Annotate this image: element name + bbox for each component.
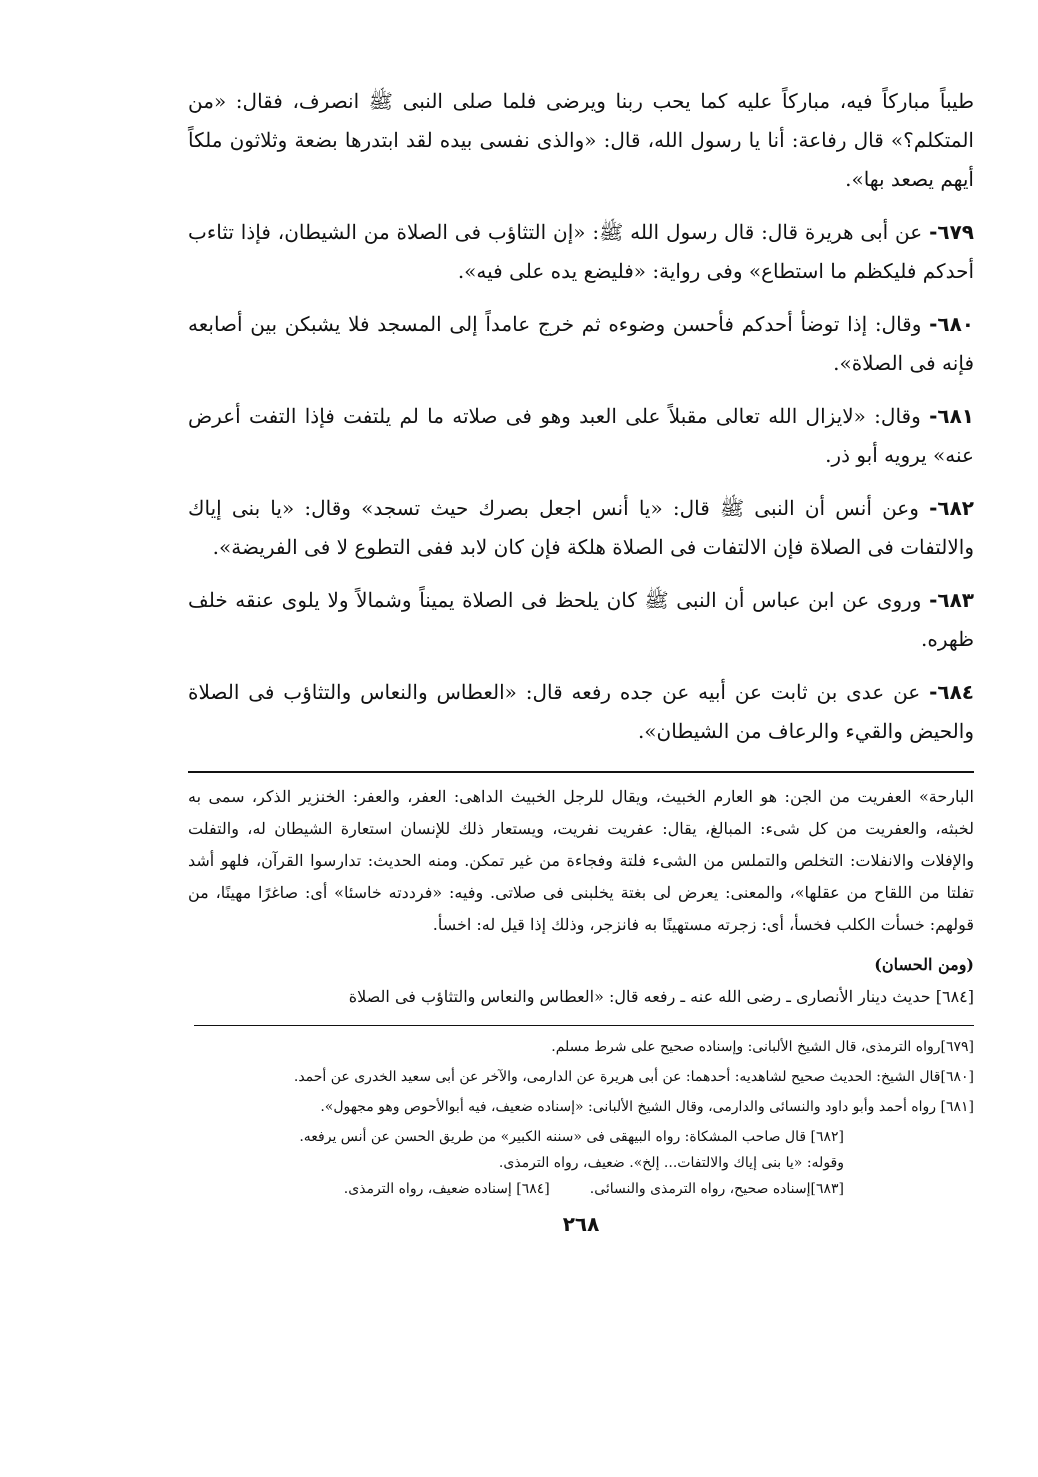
hadith-text: وروى عن ابن عباس أن النبى ﷺ كان يلحظ فى الصلاة يميناً وشمالاً ولا يلوى عنقه خلف ظهره. <box>188 588 974 651</box>
footnote-682: [٦٨٢] قال صاحب المشكاة: رواه البيهقى فى «سننه الكبير» من طريق الحسن عن أنس يرفعه. <box>299 1129 844 1145</box>
footnote-683-684-row <box>188 1176 974 1202</box>
footnote-683: [٦٨٣]إسناده صحيح، رواه الترمذى والنسائى. <box>589 1181 844 1197</box>
hadith-684 <box>188 673 974 751</box>
hadith-682 <box>188 489 974 567</box>
hadith-number: ٦٨١- <box>929 404 975 428</box>
hadith-679 <box>188 213 974 291</box>
hadith-number: ٦٧٩- <box>929 220 975 244</box>
hadith-text: وقال: «لايزال الله تعالى مقبلاً على العبد وهو فى صلاته ما لم يلتفت فإذا التفت أعرض عنه» يرويه أبو ذر. <box>188 404 974 467</box>
hadith-text: وعن أنس أن النبى ﷺ قال: «يا أنس اجعل بصرك حيث تسجد» وقال: «يا بنى إياك والالتفات فى الصلاة فإن الالتفات فى الصلاة هلكة فإن كان لابد ففى التطوع لا فى الفريضة». <box>188 496 974 559</box>
hadith-number: ٦٨٤- <box>929 680 975 704</box>
intro-paragraph: طيباً مباركاً فيه، مباركاً عليه كما يحب ربنا ويرضى فلما صلى النبى ﷺ انصرف، فقال: «من المتكلم؟» قال رفاعة: أنا يا رسول الله، قال: «والذى نفسى بيده لقد ابتدرها بضعة وثلاثون ملكاً أيهم يصعد بها». <box>188 89 974 191</box>
hadith-number: ٦٨٣- <box>929 588 975 612</box>
hadith-number: ٦٨٢- <box>929 496 974 520</box>
footnote-680: [٦٨٠]قال الشيخ: الحديث صحيح لشاهديه: أحدهما: عن أبى هريرة عن الدارمى، والآخر عن أبى سعيد الخدرى عن أحمد. <box>293 1069 974 1085</box>
page-number: ٢٦٨ <box>562 1212 600 1236</box>
hadith-681 <box>188 397 974 475</box>
commentary <box>188 781 974 1013</box>
footnote-divider <box>194 1025 974 1026</box>
footnotes <box>188 1034 974 1202</box>
commentary-heading: (ومن الحسان) <box>874 955 974 974</box>
section-divider <box>188 771 974 773</box>
commentary-last-line: [٦٨٤] حديث دينار الأنصارى ـ رضى الله عنه ـ رفعه قال: «العطاس والنعاس والتثاؤب فى الصلاة <box>348 987 974 1006</box>
hadith-text: عن أبى هريرة قال: قال رسول الله ﷺ: «إن التثاؤب فى الصلاة من الشيطان، فإذا تثاءب أحدكم فليكظم ما استطاع» وفى رواية: «فليضع يده على فيه». <box>188 220 974 283</box>
hadith-text: وقال: إذا توضأ أحدكم فأحسن وضوءه ثم خرج عامداً إلى المسجد فلا يشبكن بين أصابعه فإنه فى الصلاة». <box>188 312 974 375</box>
hadith-680 <box>188 305 974 383</box>
hadith-number: ٦٨٠- <box>929 312 975 336</box>
footnote-679: [٦٧٩]رواه الترمذى، قال الشيخ الألبانى: وإسناده صحيح على شرط مسلم. <box>551 1039 974 1055</box>
commentary-paragraph: البارحة» العفريت من الجن: هو العارم الخبيث، ويقال للرجل الخبيث الداهى: العفر، والعفر: الخنزير الذكر، سمى به لخبثه، والعفريت من كل شىء: المبالغ، يقال: عفريت نفريت، ويستعار ذلك للإنسان استعارة الشيطان له، والتفلت والإفلات والانفلات: التخلص والتملس من الشىء فلتة وفجاءة من غير تمكن. ومنه الحديث: تدارسوا القرآن، فلهو أشد تفلتا من اللقاح من عقلها»، والمعنى: يعرض لى بغتة يخلبنى فى صلاتى. وفيه: «فرددته خاسئا» أى: صاغرًا مهينًا، من قولهم: خسأت الكلب فخسأ، أى: زجرته مستهينًا به فانزجر، وذلك إذا قيل له: اخسأ. <box>188 787 974 934</box>
main-text <box>188 82 974 751</box>
footnote-681: [٦٨١] رواه أحمد وأبو داود والنسائى والدارمى، وقال الشيخ الألبانى: «إسناده ضعيف، فيه أبوالأحوص وهو مجهول». <box>320 1099 974 1115</box>
hadith-text: عن عدى بن ثابت عن أبيه عن جده رفعه قال: «العطاس والنعاس والتثاؤب فى الصلاة والحيض والقيء والرعاف من الشيطان». <box>188 680 974 743</box>
footnote-684: [٦٨٤] إسناده ضعيف، رواه الترمذى. <box>343 1181 550 1197</box>
footnote-682-note: وقوله: «يا بنى إياك والالتفات... إلخ». ضعيف، رواه الترمذى. <box>498 1155 844 1171</box>
hadith-683 <box>188 581 974 659</box>
